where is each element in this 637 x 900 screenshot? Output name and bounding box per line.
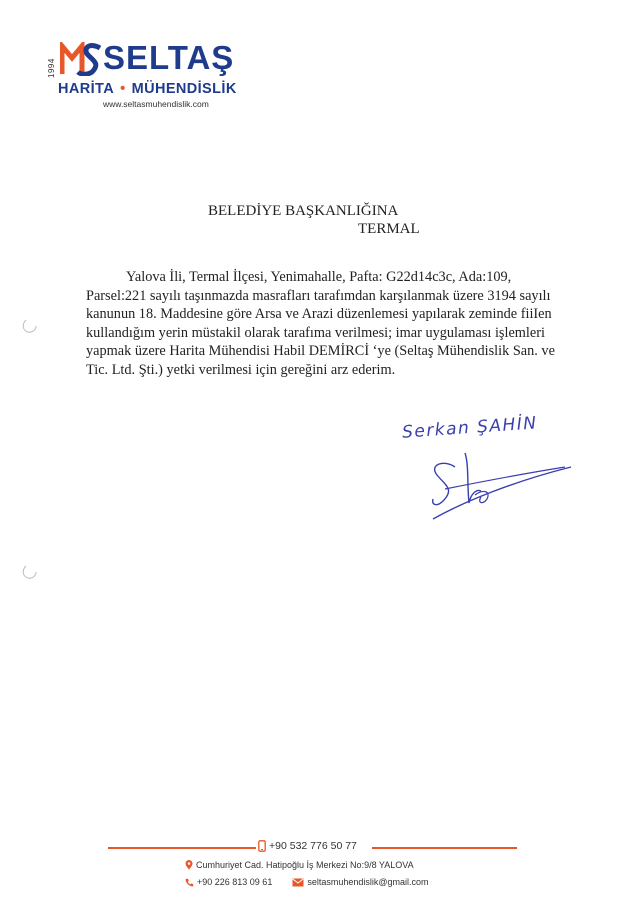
subtitle-separator: • xyxy=(120,81,126,97)
footer-contact xyxy=(185,877,429,887)
footer-phone xyxy=(258,840,357,852)
letter-body xyxy=(86,268,554,380)
body-line: yapmak üzere Harita Mühendisi Habil DEMİRCİ ‘ye (Seltaş Mühendislik San. ve xyxy=(86,343,555,360)
company-subtitle xyxy=(58,81,237,97)
punch-hole-mark-icon xyxy=(22,318,38,334)
body-line: Parsel:221 sayılı taşınmazda masrafları tarafımdan karşılanmak üzere 3194 sayılı xyxy=(86,287,551,304)
company-name: SELTAŞ xyxy=(103,39,235,76)
body-line: Yalova İli, Termal İlçesi, Yenimahalle, Pafta: G22d14c3c, Ada:109, xyxy=(126,269,512,285)
envelope-icon xyxy=(292,878,304,887)
footer-divider-left xyxy=(108,847,256,849)
footer-address xyxy=(185,860,414,870)
recipient-title: BELEDİYE BAŞKANLIĞINA xyxy=(208,203,399,219)
telephone-icon xyxy=(185,878,194,887)
mobile-phone-icon xyxy=(258,840,266,852)
body-line: kullandığım yerin müstakil olarak tarafıma verilmesi; imar uygulaması işlemleri xyxy=(86,324,545,341)
location-pin-icon xyxy=(185,860,193,870)
logo-year: 1994 xyxy=(47,58,56,78)
body-line: Tic. Ltd. Şti.) yetki verilmesi için gereğini arz ederim. xyxy=(86,361,396,378)
email-address[interactable]: seltasmuhendislik@gmail.com xyxy=(307,877,429,887)
footer-divider-right xyxy=(372,847,517,849)
punch-hole-mark-icon xyxy=(22,564,38,580)
phone-number: +90 532 776 50 77 xyxy=(269,840,357,852)
address-text: Cumhuriyet Cad. Hatipoğlu İş Merkezi No:9/8 YALOVA xyxy=(196,860,414,870)
signature-name: Serkan ŞAHİN xyxy=(401,413,539,443)
recipient-location: TERMAL xyxy=(358,221,420,237)
recipient-block xyxy=(208,202,438,238)
subtitle-right: MÜHENDİSLİK xyxy=(131,81,237,97)
subtitle-left: HARİTA xyxy=(58,81,115,97)
company-website: www.seltasmuhendislik.com xyxy=(103,99,209,109)
landline-number: +90 226 813 09 61 xyxy=(197,877,273,887)
seltas-logo-mark-icon xyxy=(60,42,102,76)
handwritten-signature-icon xyxy=(425,445,575,525)
body-line: kanunun 18. Maddesine göre Arsa ve Arazi düzenlemesi yapılarak zeminde fiiIen xyxy=(86,306,552,323)
